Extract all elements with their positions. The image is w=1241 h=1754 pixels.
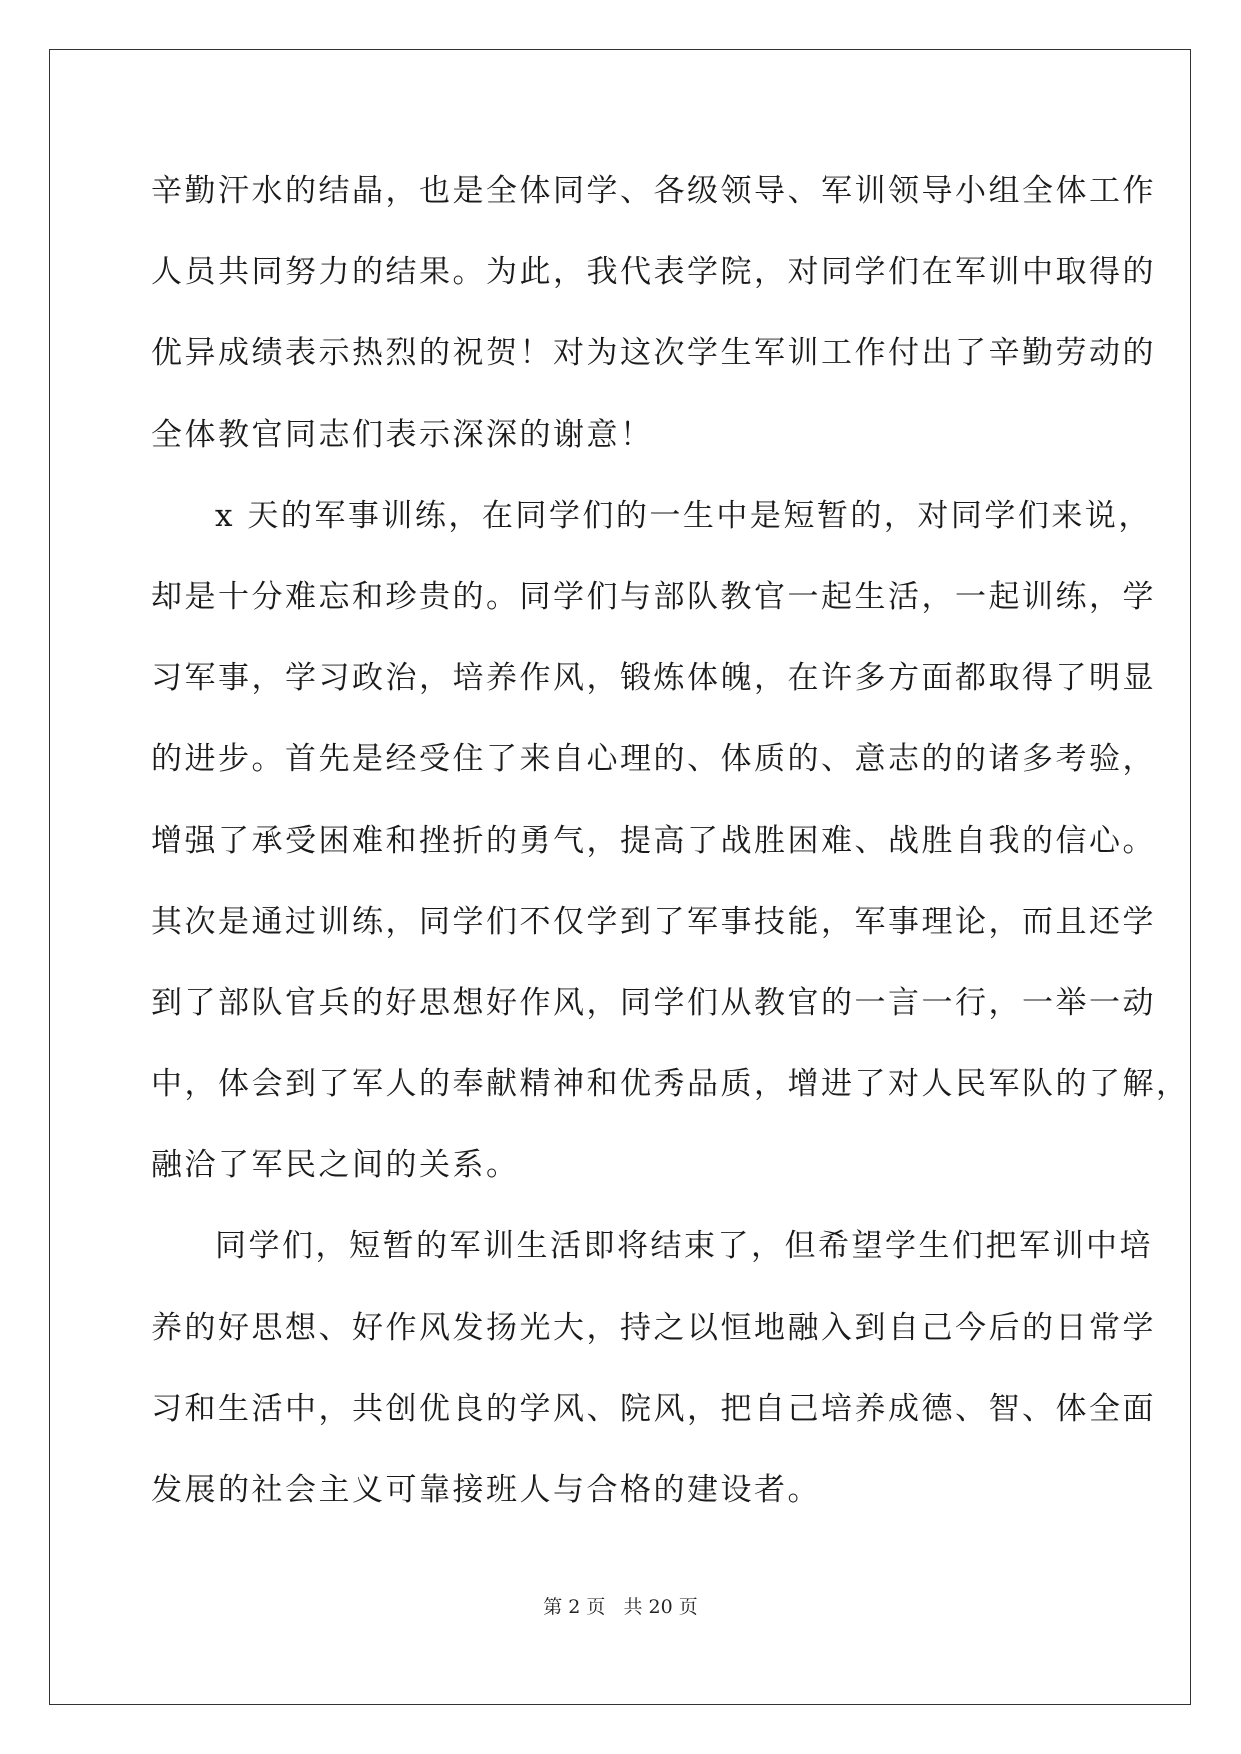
text-line: 习和生活中，共创优良的学风、院风，把自己培养成德、智、体全面 (151, 1390, 1156, 1427)
paragraph-start-line: 同学们，短暂的军训生活即将结束了，但希望学生们把军训中培 (215, 1228, 1153, 1265)
page-footer (0, 1592, 1241, 1619)
text-line: 其次是通过训练，同学们不仅学到了军事技能，军事理论，而且还学 (151, 903, 1156, 940)
text-line: 辛勤汗水的结晶，也是全体同学、各级领导、军训领导小组全体工作 (151, 173, 1156, 209)
page-total: 共 20 页 (623, 1596, 698, 1618)
text-line: 习军事，学习政治，培养作风，锻炼体魄，在许多方面都取得了明显 (151, 660, 1156, 697)
text-line: 融洽了军民之间的关系。 (151, 1147, 520, 1184)
text-line: 养的好思想、好作风发扬光大，持之以恒地融入到自己今后的日常学 (151, 1309, 1156, 1346)
text-line: 人员共同努力的结果。为此，我代表学院，对同学们在军训中取得的 (151, 254, 1156, 291)
text-line: 却是十分难忘和珍贵的。同学们与部队教官一起生活，一起训练，学 (151, 578, 1156, 615)
page-number: 第 2 页 (543, 1596, 606, 1618)
text-line: 发展的社会主义可靠接班人与合格的建设者。 (151, 1472, 821, 1508)
paragraph-start-line: x 天的军事训练，在同学们的一生中是短暂的，对同学们来说， (215, 497, 1152, 534)
text-line: 的进步。首先是经受住了来自心理的、体质的、意志的的诸多考验， (151, 741, 1156, 778)
text-line: 增强了承受困难和挫折的勇气，提高了战胜困难、战胜自我的信心。 (151, 822, 1156, 859)
document-body (151, 151, 1190, 1531)
text-line: 到了部队官兵的好思想好作风，同学们从教官的一言一行，一举一动 (151, 984, 1156, 1021)
text-line: 优异成绩表示热烈的祝贺！对为这次学生军训工作付出了辛勤劳动的 (151, 335, 1156, 372)
text-line: 中，体会到了军人的奉献精神和优秀品质，增进了对人民军队的了解， (151, 1066, 1190, 1103)
text-line: 全体教官同志们表示深深的谢意！ (151, 416, 654, 453)
